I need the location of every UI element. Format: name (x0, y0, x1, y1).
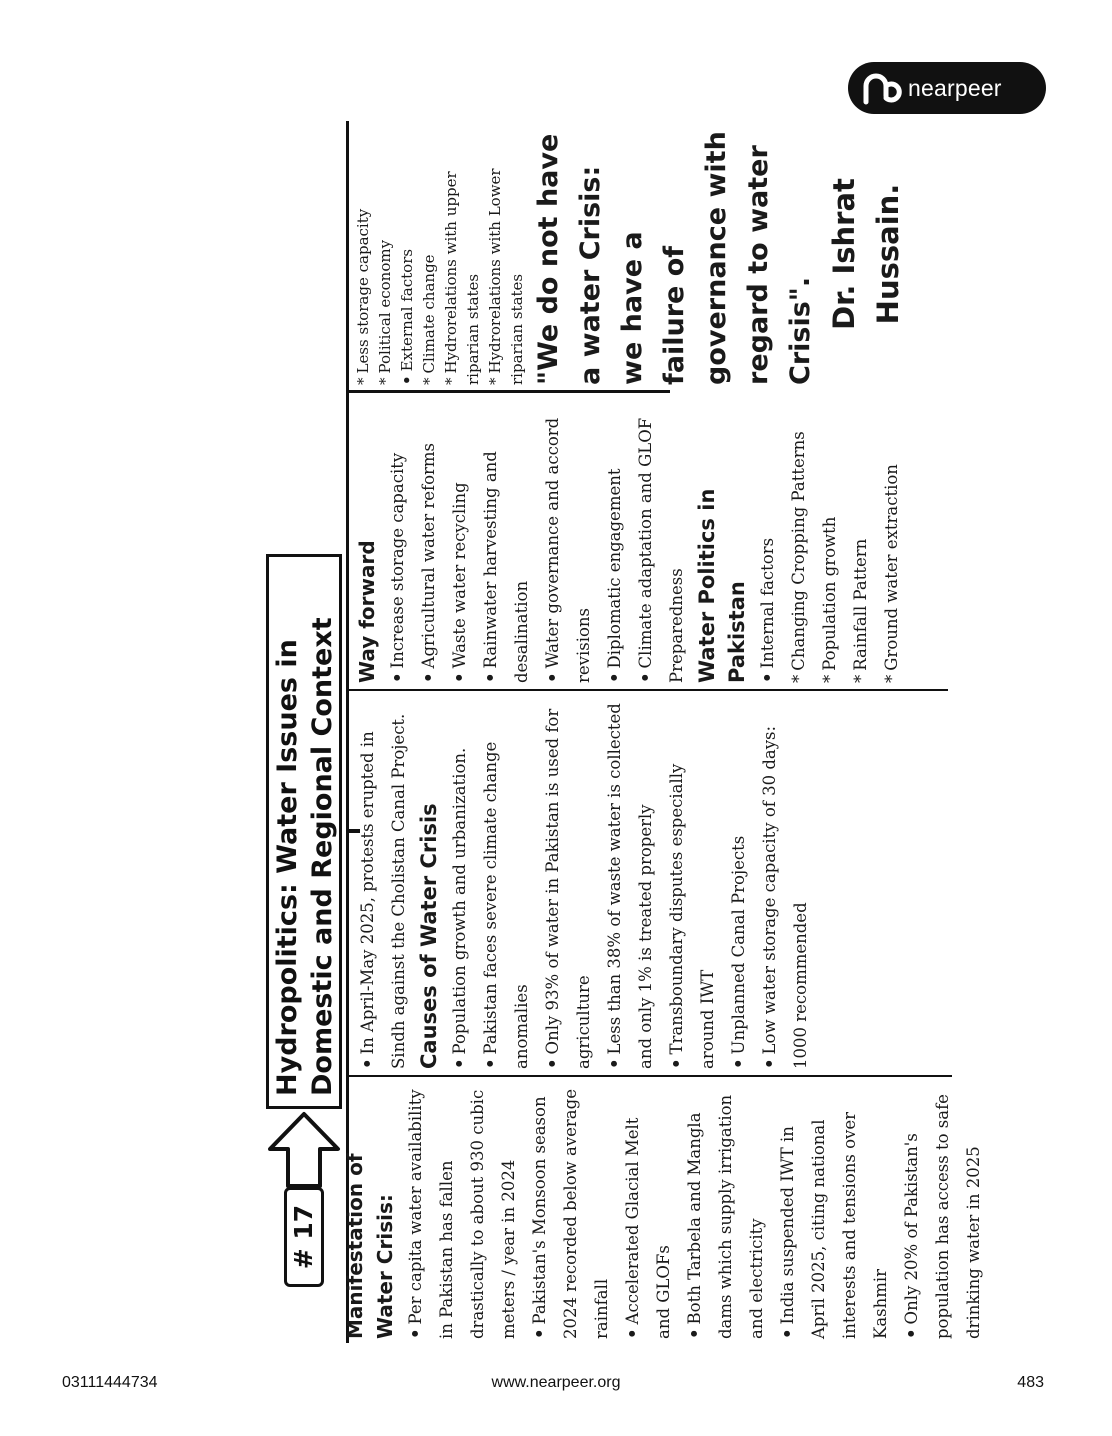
column-external (352, 123, 910, 385)
list-item: • Agricultural water reforms (413, 397, 444, 683)
arrow-right-icon (266, 1111, 342, 1189)
list-item: • Transboundary disputes especially around IWT (661, 699, 723, 1069)
list-item: • Per capita water availability in Pakistan has fallen drastically to about 930 cubic meters / year in 2024 (400, 1083, 524, 1339)
list-item: • Only 93% of water in Pakistan is used for agriculture (537, 699, 599, 1069)
list-item: • Low water storage capacity of 30 days: 1000 recommended (754, 699, 816, 1069)
external-factors-label: • External factors (396, 123, 418, 385)
list-item: • Waste water recycling (444, 397, 475, 683)
list-item: • Only 20% of Pakistan's population has access to safe drinking water in 2025 (896, 1083, 989, 1339)
brand-name: nearpeer (908, 74, 1002, 101)
list-item: • Increase storage capacity (382, 397, 413, 683)
footer-url: www.nearpeer.org (491, 1374, 621, 1391)
heading-causes: Causes of Water Crisis (417, 803, 441, 1069)
list-item: • Climate adaptation and GLOF Preparedness (630, 397, 692, 683)
list-item: * Climate change (418, 123, 440, 385)
note-sheet (262, 117, 983, 1347)
list-item: * Less storage capacity (352, 123, 374, 385)
column-divider-1 (346, 1075, 952, 1077)
page-number: 483 (1017, 1374, 1044, 1391)
heading-way-forward: Way forward (355, 540, 379, 683)
column-causes (352, 699, 816, 1069)
list-item: • Unplanned Canal Projects (723, 699, 754, 1069)
list-item: • Water governance and accord revisions (537, 397, 599, 683)
footer-phone: 03111444734 (62, 1374, 158, 1391)
list-item: * Hydrorelations with Lower riparian states (484, 123, 528, 385)
list-item: • Population growth and urbanization. (444, 699, 475, 1069)
column-manifestation (340, 1083, 989, 1339)
column-divider-3 (346, 390, 670, 393)
list-item: • Pakistan faces severe climate change anomalies (475, 699, 537, 1069)
page-title: Hydropolitics: Water Issues in Domestic and Regional Context (266, 554, 342, 1109)
list-item: • India suspended IWT in April 2025, citing national interests and tensions over Kashmir (772, 1083, 896, 1339)
list-item: * Population growth (814, 397, 845, 683)
list-item: • Less than 38% of waste water is collected and only 1% is treated properly (599, 699, 661, 1069)
heading-manifestation: Manifestation of Water Crisis: (343, 1153, 397, 1339)
list-item: * Rainfall Pattern (845, 397, 876, 683)
column-way-forward (352, 397, 907, 683)
list-item: * Changing Cropping Patterns (783, 397, 814, 683)
list-item: • Both Tarbela and Mangla dams which supply irrigation and electricity (679, 1083, 772, 1339)
list-item: • Accelerated Glacial Melt and GLOFs (617, 1083, 679, 1339)
heading-water-politics: Water Politics in Pakistan (695, 488, 749, 683)
nearpeer-logo (848, 62, 1046, 114)
internal-factors-label: • Internal factors (752, 397, 783, 683)
governance-quote: "We do not have a water Crisis: we have a failure of governance with regard to water Crisis". (533, 131, 816, 385)
list-item: • Rainwater harvesting and desalination (475, 397, 537, 683)
note-number-badge: # 17 (284, 1187, 324, 1287)
nearpeer-logo-icon (858, 66, 902, 110)
quote-author: Dr. Ishrat Hussain. (827, 178, 905, 330)
column-divider-2 (346, 689, 948, 691)
list-item: * Political economy (374, 123, 396, 385)
list-item: • Pakistan's Monsoon season 2024 recorded below average rainfall (524, 1083, 617, 1339)
list-item: * Hydrorelations with upper riparian states (440, 123, 484, 385)
list-item: • Diplomatic engagement (599, 397, 630, 683)
list-item: * Ground water extraction (876, 397, 907, 683)
intro-note: • In April-May 2025, protests erupted in Sindh against the Cholistan Canal Project. (352, 699, 414, 1069)
